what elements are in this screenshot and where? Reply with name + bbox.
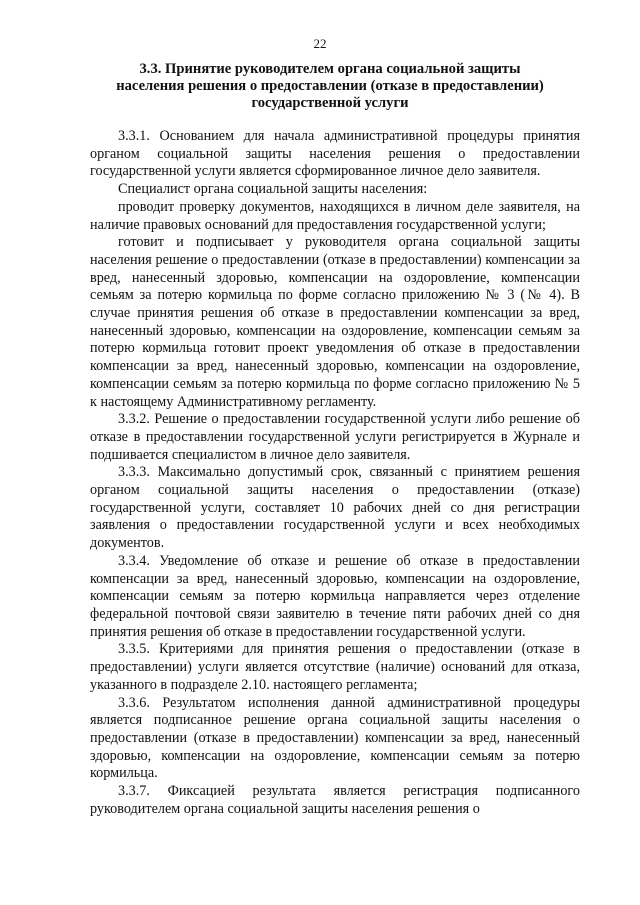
heading-line-3: государственной услуги	[251, 95, 409, 111]
document-body	[90, 128, 580, 818]
heading-line-1: 3.3. Принятие руководителем органа социальной защиты	[139, 61, 521, 77]
heading-line-2: населения решения о предоставлении (отказе в предоставлении)	[116, 78, 544, 94]
paragraph-3-3-3: 3.3.3. Максимально допустимый срок, связанный с принятием решения органом социальной защиты населения о предоставлении (отказе) государственной услуги, составляет 10 рабочих дней со дня регистрации заявления о предоставлении государственной услуги и всех необходимых документов.	[90, 464, 580, 552]
paragraph-3-3-1: 3.3.1. Основанием для начала административной процедуры принятия органом социальной защиты населения решения о предоставлении государственной услуги является сформированное личное дело заявителя.	[90, 128, 580, 180]
paragraph-prepares-decision: готовит и подписывает у руководителя органа социальной защиты населения решение о предоставлении (отказе в предоставлении) компенсации за вред, нанесенный здоровью, компенсации на оздоровление, компенсации семьям за потерю кормильца по форме согласно приложению № 3 (№ 4). В случае принятия решения об отказе в предоставлении компенсации за вред, нанесенный здоровью, компенсации на оздоровление, компенсации семьям за потерю кормильца готовит проект уведомления об отказе в предоставлении компенсации за вред, нанесенный здоровью, компенсации на оздоровление, компенсации семьям за потерю кормильца по форме согласно приложению № 5 к настоящему Административному регламенту.	[90, 234, 580, 410]
paragraph-3-3-5: 3.3.5. Критериями для принятия решения о предоставлении (отказе в предоставлении) услуги является отсутствие (наличие) оснований для отказа, указанного в подразделе 2.10. настоящего регламента;	[90, 641, 580, 693]
paragraph-3-3-4: 3.3.4. Уведомление об отказе и решение об отказе в предоставлении компенсации за вред, нанесенный здоровью, компенсации на оздоровление, компенсации семьям за потерю кормильца направляется через отделение федеральной почтовой связи заявителю в течение пяти рабочих дней со дня принятия решения об отказе в предоставлении государственной услуги.	[90, 552, 580, 640]
paragraph-specialist: Специалист органа социальной защиты населения:	[118, 181, 428, 198]
paragraph-checks-documents: проводит проверку документов, находящихся в личном деле заявителя, на наличие правовых оснований для предоставления государственной услуги;	[90, 198, 580, 233]
page-number: 22	[313, 36, 327, 51]
section-heading	[100, 61, 560, 112]
paragraph-3-3-7: 3.3.7. Фиксацией результата является регистрация подписанного руководителем органа социальной защиты населения решения о	[90, 783, 580, 817]
paragraph-3-3-6: 3.3.6. Результатом исполнения данной административной процедуры является подписанное решение органа социальной защиты населения о предоставлении (отказе в предоставлении) компенсации за вред, нанесенный здоровью, компенсации на оздоровление, компенсации семьям за потерю кормильца.	[90, 694, 580, 782]
paragraph-3-3-2: 3.3.2. Решение о предоставлении государственной услуги либо решение об отказе в предоставлении государственной услуги регистрируется в Журнале и подшивается специалистом в личное дело заявителя.	[90, 411, 580, 463]
